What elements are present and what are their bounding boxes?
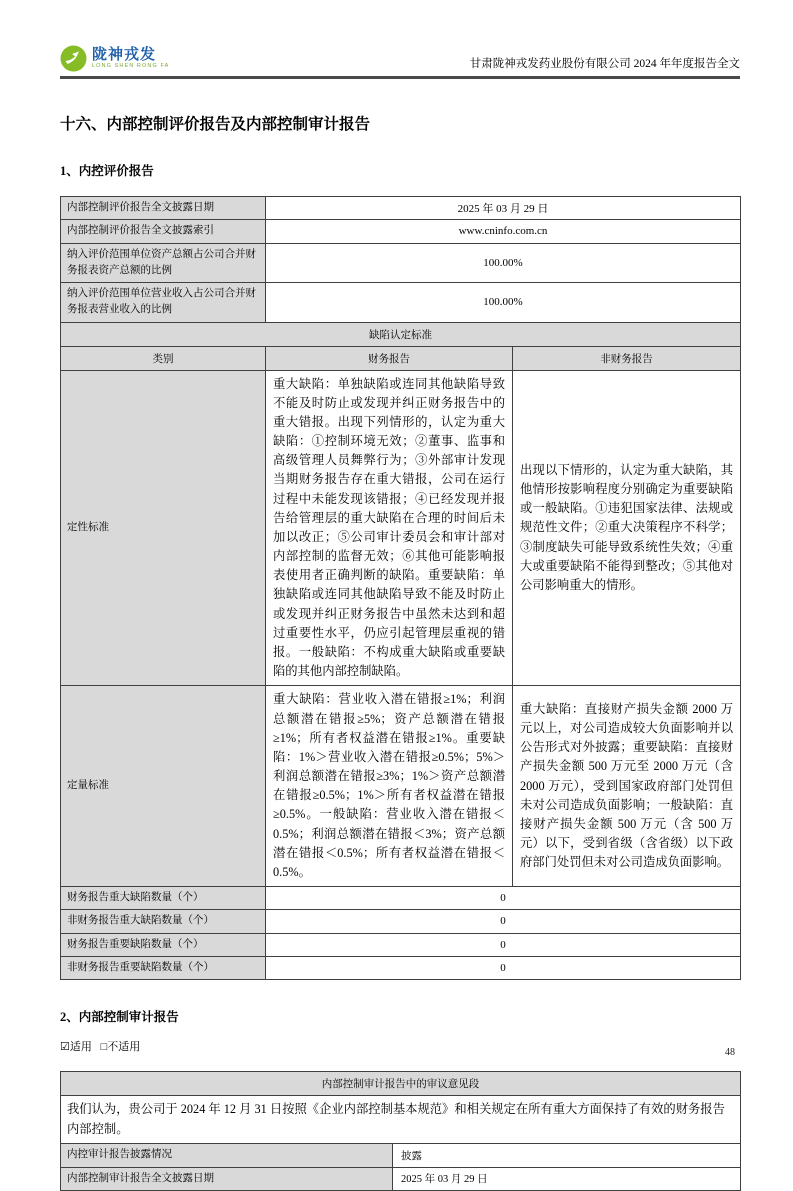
count-label: 非财务报告重要缺陷数量（个） [61,956,266,979]
document-title: 甘肃陇神戎发药业股份有限公司 2024 年年度报告全文 [469,58,740,70]
criteria-category: 定量标准 [61,686,266,887]
count-label: 财务报告重大缺陷数量（个） [61,887,266,910]
internal-control-evaluation-table [60,196,741,980]
quantitative-non-financial-text: 重大缺陷：直接财产损失金额 2000 万元以上，对公司造成较大负面影响并以公告形式对外披露；重要缺陷：直接财产损失金额 500 万元至 2000 万元（含 2000 万元），受到国家政府部门处罚但未对公司造成负面影响；一般缺陷：直接财产损失金额 500 万元（含 500 万元）以下，受到省级（含省级）以下政府部门处罚但未对公司造成负面影响。 [513,686,741,887]
defect-standard-header: 缺陷认定标准 [61,322,741,346]
info-label: 内部控制评价报告全文披露索引 [61,220,266,243]
count-label: 非财务报告重大缺陷数量（个） [61,910,266,933]
table-row [61,956,741,979]
table-row [61,322,741,346]
page-number: 48 [725,1047,735,1058]
table-row [61,243,741,283]
info-value: 100.00% [266,243,741,283]
disclosure-index-url: www.cninfo.com.cn [266,220,741,243]
audit-row-label: 内控审计报告披露情况 [61,1144,393,1167]
table-row [61,197,741,220]
applicability-line [60,1038,740,1054]
qualitative-non-financial-text: 出现以下情形的，认定为重大缺陷，其他情形按影响程度分别确定为重要缺陷或一般缺陷。①违犯国家法律、法规或规范性文件；②重大决策程序不科学；③制度缺失可能导致系统性失效；④重大或重要缺陷不能得到整改；⑤其他对公司影响重大的情形。 [513,370,741,686]
page-header [60,45,740,79]
table-row [61,370,741,686]
logo-brand-cn: 陇神戎发 [92,46,157,64]
table-row [61,1167,741,1190]
not-applicable-checkbox: □不适用 [100,1041,141,1054]
table-row [61,910,741,933]
subsection-2-heading: 2、内部控制审计报告 [60,1010,179,1025]
info-label: 纳入评价范围单位资产总额占公司合并财务报表资产总额的比例 [61,243,266,283]
audit-opinion-header: 内部控制审计报告中的审议意见段 [61,1072,741,1096]
info-label: 内部控制评价报告全文披露日期 [61,197,266,220]
count-value: 0 [266,887,741,910]
table-row [61,1096,741,1144]
table-row [61,220,741,243]
logo-wordmark [92,47,169,70]
audit-row-value: 2025 年 03 月 29 日 [393,1167,741,1190]
count-label: 财务报告重要缺陷数量（个） [61,933,266,956]
section-title: 十六、内部控制评价报告及内部控制审计报告 [60,116,371,133]
table-row [61,686,741,887]
table-row [61,346,741,370]
logo-icon [60,45,87,72]
qualitative-financial-text: 重大缺陷：单独缺陷或连同其他缺陷导致不能及时防止或发现并纠正财务报告中的重大错报。出现下列情形的，认定为重大缺陷：①控制环境无效；②董事、监事和高级管理人员舞弊行为；③外部审计发现当期财务报告存在重大错报，公司在运行过程中未能发现该错报；④已经发现并报告给管理层的重大缺陷在合理的时间后未加以改正；⑤公司审计委员会和审计部对内部控制的监督无效；⑥其他可能影响报表使用者正确判断的缺陷。重要缺陷：单独缺陷或连同其他缺陷导致不能及时防止或发现并纠正财务报告中虽然未达到和超过重要性水平，仍应引起管理层重视的错报。一般缺陷：不构成重大缺陷或重要缺陷的其他内部控制缺陷。 [266,370,513,686]
count-value: 0 [266,933,741,956]
column-header-category: 类别 [61,346,266,370]
audit-opinion-text: 我们认为，贵公司于 2024 年 12 月 31 日按照《企业内部控制基本规范》和相关规定在所有重大方面保持了有效的财务报告内部控制。 [61,1096,741,1144]
table-row [61,1144,741,1167]
logo-brand-en: LONG SHEN RONG FA [92,63,170,70]
count-value: 0 [266,956,741,979]
column-header-non-financial: 非财务报告 [513,346,741,370]
internal-control-audit-table [60,1071,741,1191]
info-value: 100.00% [266,283,741,323]
table-row [61,283,741,323]
table-row [61,1072,741,1096]
audit-row-value: 披露 [393,1144,741,1167]
criteria-category: 定性标准 [61,370,266,686]
count-value: 0 [266,910,741,933]
audit-row-label: 内部控制审计报告全文披露日期 [61,1167,393,1190]
quantitative-financial-text: 重大缺陷：营业收入潜在错报≥1%；利润总额潜在错报≥5%；资产总额潜在错报≥1%；所有者权益潜在错报≥1%。重要缺陷：1%＞营业收入潜在错报≥0.5%；5%＞利润总额潜在错报≥3%；1%＞资产总额潜在错报≥0.5%；1%＞所有者权益潜在错报≥0.5%。一般缺陷：营业收入潜在错报＜0.5%；利润总额潜在错报＜3%；资产总额潜在错报＜0.5%；所有者权益潜在错报＜0.5%。 [266,686,513,887]
table-row [61,933,741,956]
company-logo [60,45,169,72]
info-label: 纳入评价范围单位营业收入占公司合并财务报表营业收入的比例 [61,283,266,323]
column-header-financial: 财务报告 [266,346,513,370]
subsection-1-heading: 1、内控评价报告 [60,164,154,178]
info-value: 2025 年 03 月 29 日 [266,197,741,220]
table-row [61,887,741,910]
applicable-checkbox: ☑适用 [60,1041,92,1054]
